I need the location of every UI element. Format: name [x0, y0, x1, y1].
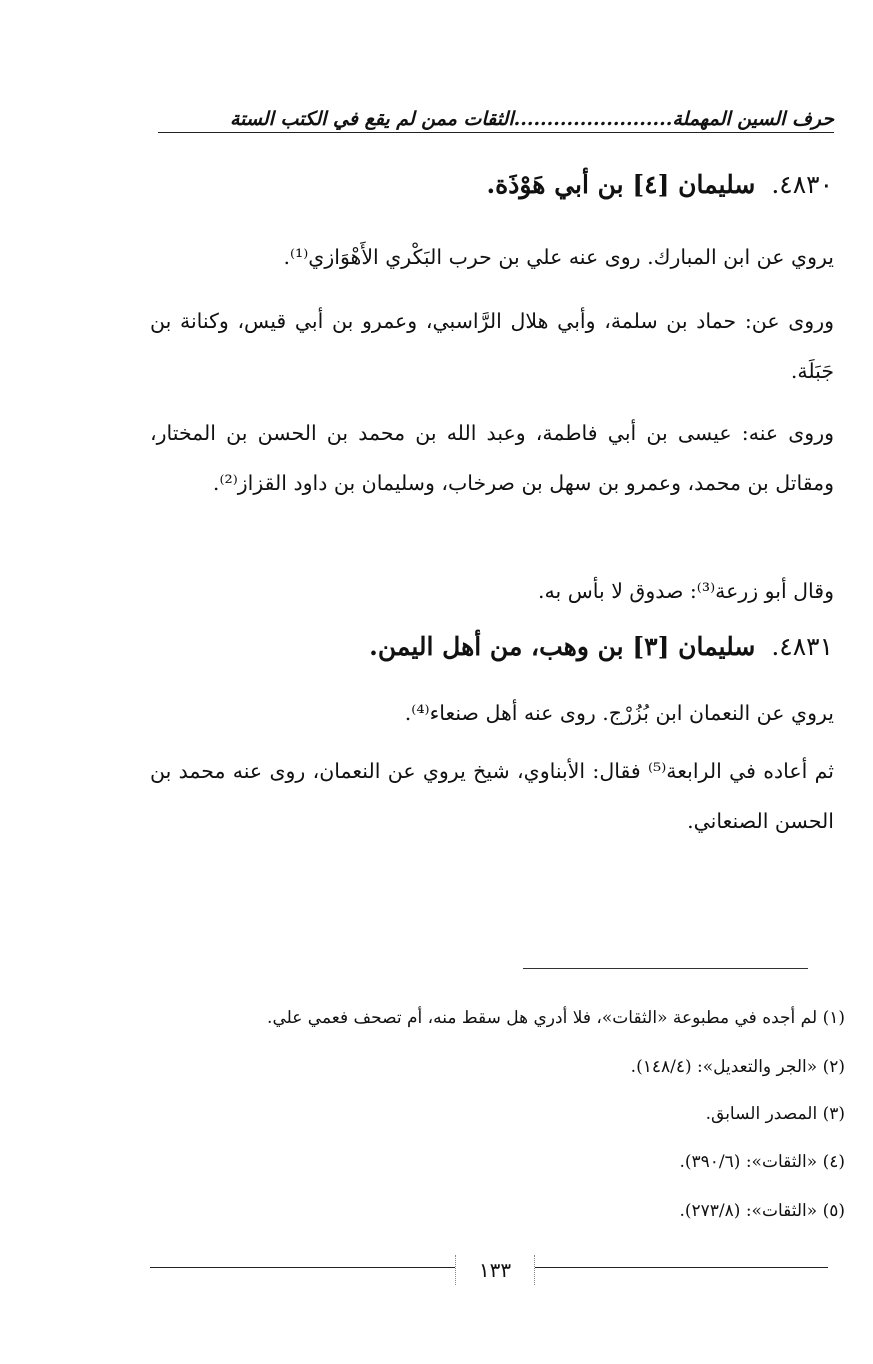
footnote-4: (٤) «الثقات»: (٣٩٠/٦). — [679, 1152, 845, 1172]
entry-paragraph: يروي عن ابن المبارك. روى عنه علي بن حرب البَكْري الأَهْوَازي⁽¹⁾. — [283, 245, 834, 269]
entry-number: ٤٨٣١. — [771, 632, 833, 661]
entry-paragraph: وروى عن: حماد بن سلمة، وأبي هلال الرَّاسبي، وعمرو بن أبي قيس، وكنانة بن جَبَلَة. — [150, 309, 834, 383]
footnote-separator — [523, 968, 808, 969]
running-header-dots: ........................ — [513, 108, 673, 130]
entry-paragraph: ثم أعاده في الرابعة⁽⁵⁾ فقال: الأبناوي، شيخ يروي عن النعمان، روى عنه محمد بن الحسن الصنعاني. — [150, 759, 834, 833]
entry-heading-4831 — [369, 632, 833, 661]
entry-heading-4830 — [486, 170, 833, 199]
footnote-3: (٣) المصدر السابق. — [705, 1104, 845, 1124]
bottom-rule-right — [533, 1267, 828, 1268]
entry-title: سليمان [٤] بن أبي هَوْذَة. — [486, 170, 756, 199]
footnote-5: (٥) «الثقات»: (٢٧٣/٨). — [679, 1201, 845, 1221]
entry-paragraph: يروي عن النعمان ابن بُزُرْج. روى عنه أهل صنعاء⁽⁴⁾. — [404, 701, 834, 725]
running-header-book: الثقات ممن لم يقع في الكتب الستة — [229, 108, 514, 130]
entry-paragraph: وقال أبو زرعة⁽³⁾: صدوق لا بأس به. — [537, 579, 834, 603]
bottom-rule-left — [150, 1267, 455, 1268]
running-header — [158, 108, 834, 133]
footnote-1: (١) لم أجده في مطبوعة «الثقات»، فلا أدري هل سقط منه، أم تصحف فعمي علي. — [267, 1008, 845, 1028]
entry-paragraph: وروى عنه: عيسى بن أبي فاطمة، وعبد الله بن محمد بن الحسن بن المختار، ومقاتل بن محمد، وعمرو بن سهل بن صرخاب، وسليمان بن داود القزاز⁽²⁾. — [150, 421, 834, 495]
entry-title: سليمان [٣] بن وهب، من أهل اليمن. — [369, 632, 756, 661]
page-number: ١٣٣ — [455, 1255, 535, 1285]
entry-number: ٤٨٣٠. — [771, 170, 833, 199]
running-header-chapter: حرف السين المهملة — [672, 108, 834, 130]
footnote-2: (٢) «الجر والتعديل»: (١٤٨/٤). — [630, 1057, 845, 1077]
